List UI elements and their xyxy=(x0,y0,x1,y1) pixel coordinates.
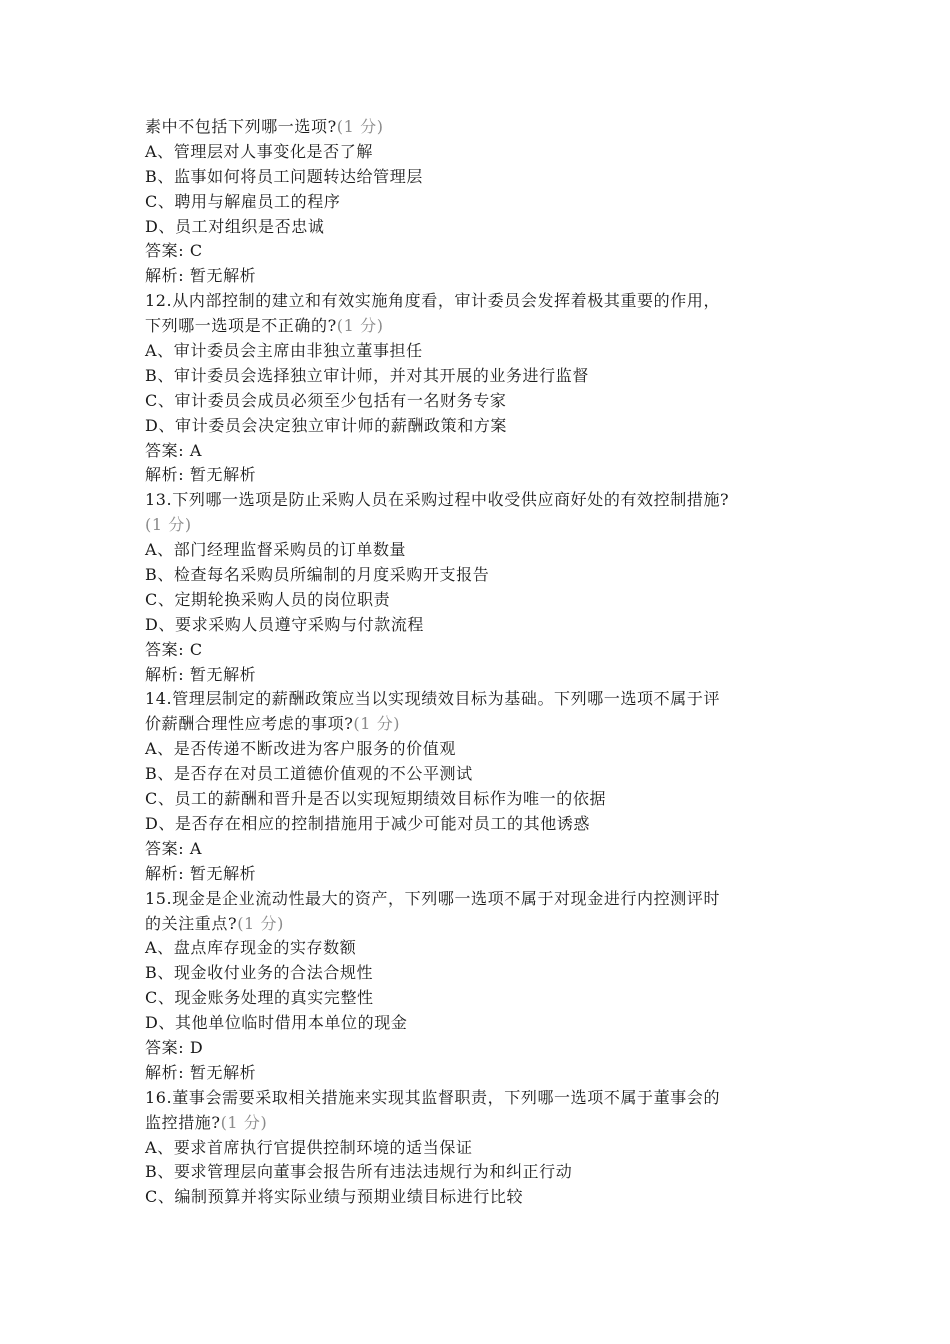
text-line xyxy=(145,712,825,737)
line-text: D、要求采购人员遵守采购与付款流程 xyxy=(145,614,425,634)
text-line xyxy=(145,239,825,264)
text-line xyxy=(145,613,825,638)
text-line xyxy=(145,339,825,364)
score-label: (1 分) xyxy=(353,714,401,734)
line-text: 答案: A xyxy=(145,838,203,858)
line-text: A、盘点库存现金的实存数额 xyxy=(145,938,357,958)
line-text: 监控措施? xyxy=(145,1112,221,1132)
text-line xyxy=(145,1086,825,1111)
text-line xyxy=(145,289,825,314)
text-line xyxy=(145,663,825,688)
line-text: 解析: 暂无解析 xyxy=(145,465,257,485)
text-line xyxy=(145,1011,825,1036)
line-text: 素中不包括下列哪一选项? xyxy=(145,117,337,136)
text-line xyxy=(145,837,825,862)
text-line xyxy=(145,264,825,289)
line-text: 13.下列哪一选项是防止采购人员在采购过程中收受供应商好处的有效控制措施? xyxy=(145,490,730,510)
text-line xyxy=(145,737,825,762)
line-text: D、其他单位临时借用本单位的现金 xyxy=(145,1013,408,1033)
text-line xyxy=(145,389,825,414)
line-text: B、监事如何将员工问题转达给管理层 xyxy=(145,166,423,186)
text-line xyxy=(145,190,825,215)
line-text: B、要求管理层向董事会报告所有违法违规行为和纠正行动 xyxy=(145,1162,573,1182)
text-line xyxy=(145,588,825,613)
line-text: 下列哪一选项是不正确的? xyxy=(145,316,337,336)
text-line xyxy=(145,787,825,812)
text-line xyxy=(145,1185,825,1210)
line-text: D、员工对组织是否忠诚 xyxy=(145,216,325,236)
score-label: (1 分) xyxy=(237,913,284,933)
line-text: B、审计委员会选择独立审计师，并对其开展的业务进行监督 xyxy=(145,365,589,385)
text-line xyxy=(145,488,825,513)
text-line xyxy=(145,314,825,339)
line-text: 解析: 暂无解析 xyxy=(145,863,257,883)
line-text: 答案: C xyxy=(145,241,203,261)
text-line xyxy=(145,1136,825,1161)
text-line xyxy=(145,762,825,787)
text-line xyxy=(145,115,825,140)
score-label: (1 分) xyxy=(145,515,192,535)
line-text: 解析: 暂无解析 xyxy=(145,664,257,684)
line-text: C、员工的薪酬和晋升是否以实现短期绩效目标作为唯一的依据 xyxy=(145,789,607,809)
text-line xyxy=(145,961,825,986)
line-text: 14.管理层制定的薪酬政策应当以实现绩效目标为基础。下列哪一选项不属于评 xyxy=(145,689,721,709)
text-line xyxy=(145,1061,825,1086)
line-text: 答案: D xyxy=(145,1037,204,1057)
score-label: (1 分) xyxy=(220,1112,268,1132)
text-line xyxy=(145,1111,825,1136)
line-text: A、审计委员会主席由非独立董事担任 xyxy=(145,341,423,361)
line-text: A、是否传递不断改进为客户服务的价值观 xyxy=(145,739,456,759)
text-line xyxy=(145,439,825,464)
score-label: (1 分) xyxy=(336,316,384,336)
line-text: C、聘用与解雇员工的程序 xyxy=(145,191,341,211)
line-text: 解析: 暂无解析 xyxy=(145,1062,257,1082)
line-text: 答案: A xyxy=(145,440,203,460)
line-text: D、是否存在相应的控制措施用于减少可能对员工的其他诱惑 xyxy=(145,813,591,833)
text-line xyxy=(145,513,825,538)
line-text: C、审计委员会成员必须至少包括有一名财务专家 xyxy=(145,390,507,410)
line-text: 的关注重点? xyxy=(145,913,238,933)
line-text: 12.从内部控制的建立和有效实施角度看，审计委员会发挥着极其重要的作用， xyxy=(145,291,721,311)
text-line xyxy=(145,414,825,439)
text-line xyxy=(145,538,825,563)
line-text: A、部门经理监督采购员的订单数量 xyxy=(145,540,407,560)
line-text: D、审计委员会决定独立审计师的薪酬政策和方案 xyxy=(145,415,508,435)
text-line xyxy=(145,215,825,240)
line-text: C、编制预算并将实际业绩与预期业绩目标进行比较 xyxy=(145,1187,524,1207)
text-line xyxy=(145,364,825,389)
text-line xyxy=(145,912,825,937)
line-text: 16.董事会需要采取相关措施来实现其监督职责，下列哪一选项不属于董事会的 xyxy=(145,1087,721,1107)
line-text: 价薪酬合理性应考虑的事项? xyxy=(145,714,354,734)
text-line xyxy=(145,687,825,712)
line-text: C、定期轮换采购人员的岗位职责 xyxy=(145,589,391,609)
text-line xyxy=(145,165,825,190)
line-text: B、是否存在对员工道德价值观的不公平测试 xyxy=(145,764,473,784)
line-text: A、管理层对人事变化是否了解 xyxy=(145,141,373,161)
score-label: (1 分) xyxy=(336,117,384,136)
text-line xyxy=(145,1036,825,1061)
text-line xyxy=(145,862,825,887)
text-line xyxy=(145,463,825,488)
document-page xyxy=(145,115,825,1210)
text-line xyxy=(145,812,825,837)
text-line xyxy=(145,986,825,1011)
text-line xyxy=(145,887,825,912)
text-line xyxy=(145,563,825,588)
line-text: C、现金账务处理的真实完整性 xyxy=(145,988,374,1008)
line-text: A、要求首席执行官提供控制环境的适当保证 xyxy=(145,1137,473,1157)
line-text: 15.现金是企业流动性最大的资产，下列哪一选项不属于对现金进行内控测评时 xyxy=(145,888,721,908)
text-line xyxy=(145,936,825,961)
line-text: 解析: 暂无解析 xyxy=(145,266,257,286)
text-line xyxy=(145,638,825,663)
line-text: B、现金收付业务的合法合规性 xyxy=(145,963,374,983)
line-text: 答案: C xyxy=(145,639,203,659)
line-text: B、检查每名采购员所编制的月度采购开支报告 xyxy=(145,565,490,585)
text-line xyxy=(145,1160,825,1185)
text-line xyxy=(145,140,825,165)
